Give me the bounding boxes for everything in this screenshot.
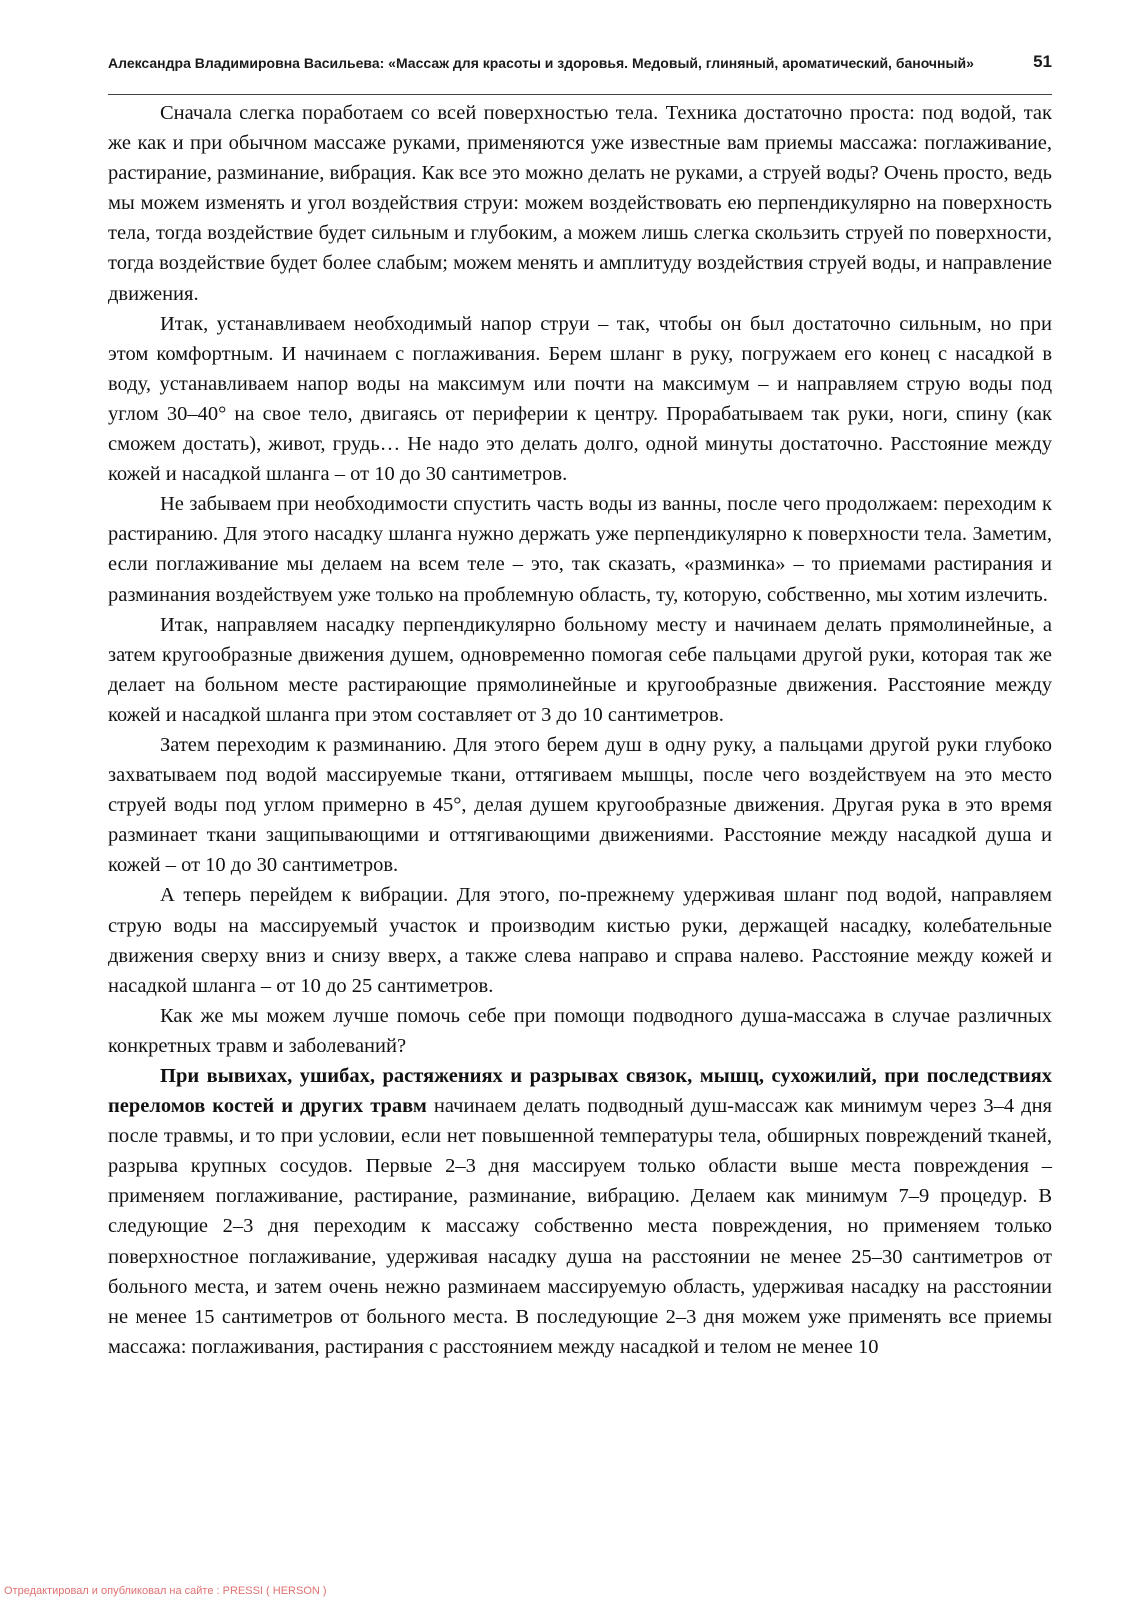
- paragraph: Затем переходим к разминанию. Для этого берем душ в одну руку, а пальцами другой руки глубоко захватываем под водой массируемые ткани, оттягиваем мышцы, после чего воздействуем на это место струей воды под углом примерно в 45°, делая душем кругообразные движения. Другая рука в это время разминает ткани защипывающими и оттягивающими движениями. Расстояние между насадкой душа и кожей – от 10 до 30 сантиметров.: [108, 733, 1052, 877]
- paragraph-trauma: [108, 1061, 1052, 1362]
- paragraph: Итак, устанавливаем необходимый напор струи – так, чтобы он был достаточно сильным, но при этом комфортным. И начинаем с поглаживания. Берем шланг в руку, погружаем его конец с насадкой в воду, устанавливаем напор воды на максимум или почти на максимум – и направляем струю воды под углом 30–40° на свое тело, двигаясь от периферии к центру. Прорабатываем так руки, ноги, спину (как сможем достать), живот, грудь… Не надо это делать долго, одной минуты достаточно. Расстояние между кожей и насадкой шланга – от 10 до 30 сантиметров.: [108, 312, 1052, 486]
- paragraph: Итак, направляем насадку перпендикулярно больному месту и начинаем делать прямолинейные, а затем кругообразные движения душем, одновременно помогая себе пальцами другой руки, которая так же делает на больном месте растирающие прямолинейные и кругообразные движения. Расстояние между кожей и насадкой шланга при этом составляет от 3 до 10 сантиметров.: [108, 613, 1052, 726]
- paragraph: Сначала слегка поработаем со всей поверхностью тела. Техника достаточно проста: под водой, так же как и при обычном массаже руками, применяются уже известные вам приемы массажа: поглаживание, растирание, разминание, вибрация. Как все это можно делать не руками, а струей воды? Очень просто, ведь мы можем изменять и угол воздействия струи: можем воздействовать ею перпендикулярно на поверхность тела, тогда воздействие будет сильным и глубоким, а можем лишь слегка скользить струей по поверхности, тогда воздействие будет более слабым; можем менять и амплитуду воздействия струей воды, и направление движения.: [108, 102, 1052, 305]
- paragraph: Как же мы можем лучше помочь себе при помощи подводного душа-массажа в случае различных конкретных травм и заболеваний?: [108, 1004, 1052, 1057]
- paragraph-continuation: начинаем делать подводный душ-массаж как минимум через 3–4 дня после травмы, и то при условии, если нет повышенной температуры тела, обширных повреждений тканей, разрыва крупных сосудов. Первые 2–3 дня массируем только области выше места повреждения – применяем поглаживание, растирание, разминание, вибрацию. Делаем как минимум 7–9 процедур. В следующие 2–3 дня переходим к массажу собственно места повреждения, но применяем только поверхностное поглаживание, удерживая насадку душа на расстоянии не менее 25–30 сантиметров от больного места, и затем очень нежно разминаем массируемую область, удерживая насадку на расстоянии не менее 15 сантиметров от больного места. В последующие 2–3 дня можем уже применять все приемы массажа: поглаживания, растирания с расстоянием между насадкой и телом не менее 10: [108, 1095, 1052, 1358]
- paragraph: А теперь перейдем к вибрации. Для этого, по-прежнему удерживая шланг под водой, направляем струю воды на массируемый участок и производим кистью руки, держащей насадку, колебательные движения сверху вниз и снизу вверх, а также слева направо и справа налево. Расстояние между кожей и насадкой шланга – от 10 до 25 сантиметров.: [108, 884, 1052, 997]
- header-divider: [108, 94, 1052, 95]
- page-body: [108, 98, 1052, 1362]
- paragraph: Не забываем при необходимости спустить часть воды из ванны, после чего продолжаем: переходим к растиранию. Для этого насадку шланга нужно держать уже перпендикулярно к поверхности тела. Заметим, если поглаживание мы делаем на всем теле – это, так сказать, «разминка» – то приемами растирания и разминания воздействуем уже только на проблемную область, ту, которую, собственно, мы хотим излечить.: [108, 493, 1052, 606]
- publisher-note: Отредактировал и опубликовал на сайте : PRESSI ( HERSON ): [4, 1585, 327, 1597]
- running-header: Александра Владимировна Васильева: «Массаж для красоты и здоровья. Медовый, глиняный, ароматический, баночный»: [108, 55, 974, 71]
- page-number: 51: [1033, 52, 1052, 71]
- bold-lead-in: При вывихах, ушибах, растяжениях и разрывах связок, мышц, сухожилий, при последствиях переломов костей и других травм: [108, 1065, 1052, 1118]
